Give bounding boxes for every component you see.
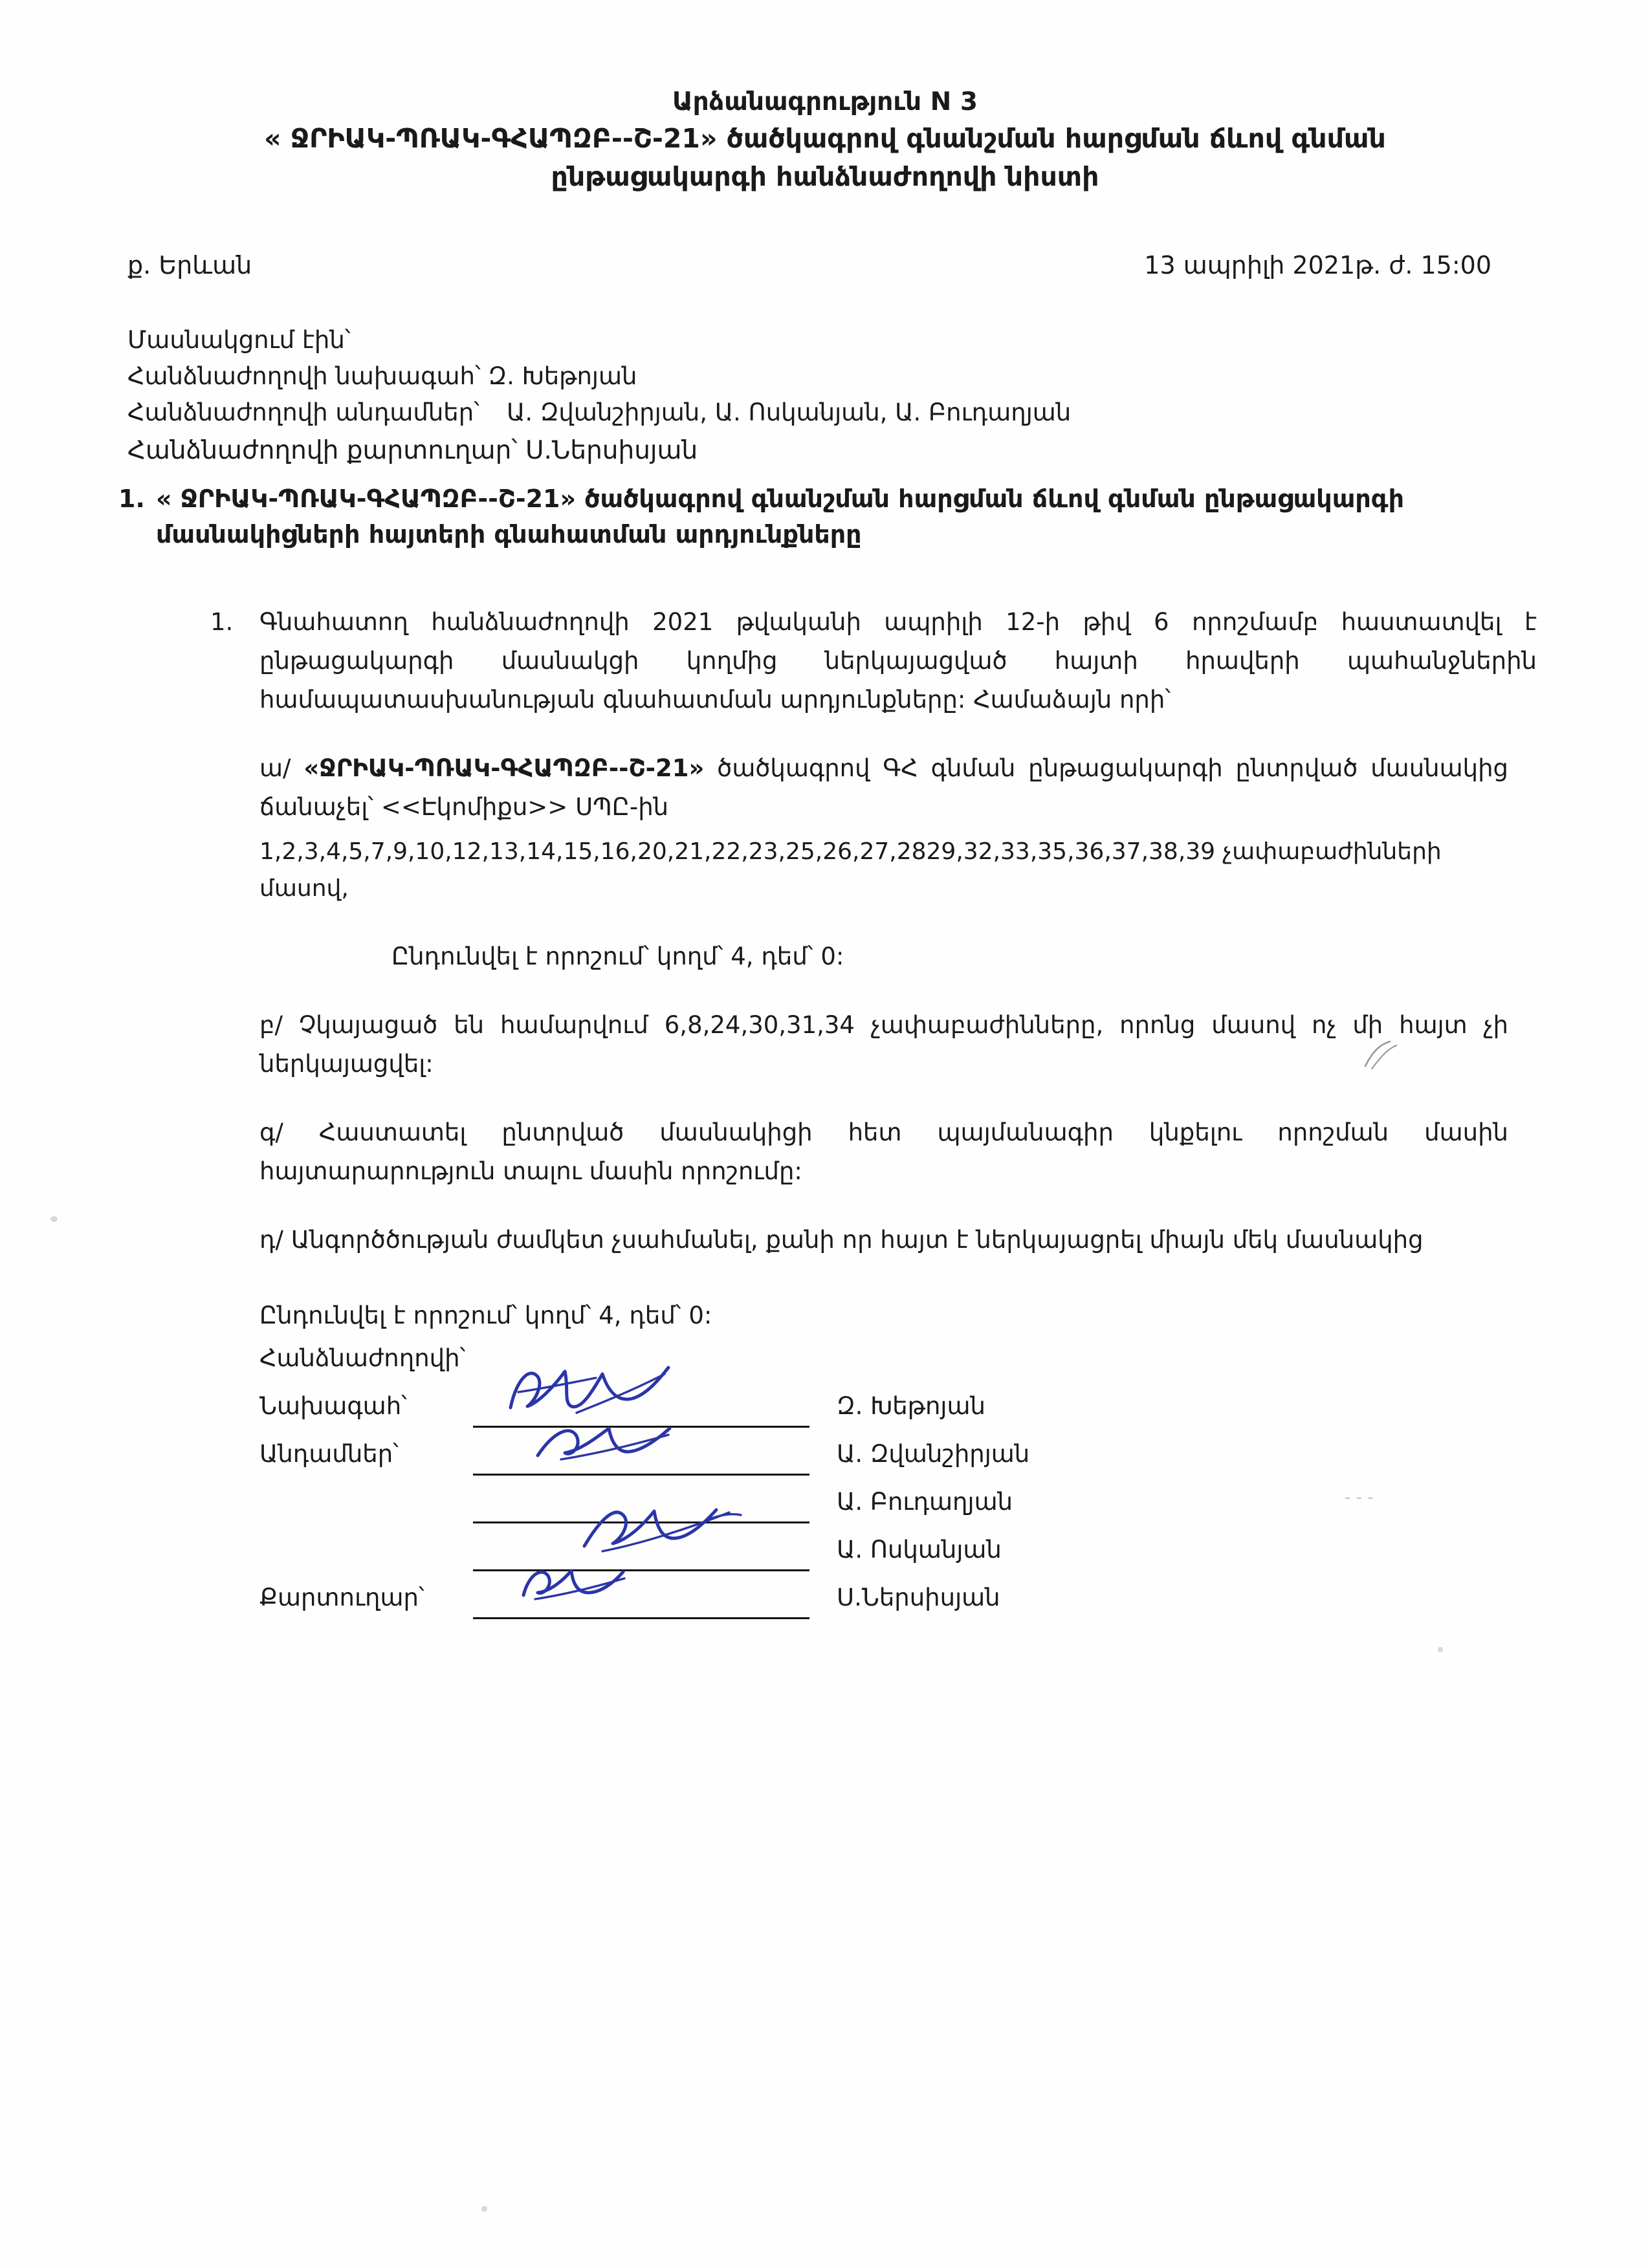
list-item <box>210 603 1537 719</box>
page-title <box>113 84 1537 195</box>
title-line-1: Արձանագրություն N 3 <box>672 87 978 116</box>
signature-name: Ա. Ոսկանյան <box>837 1535 1002 1564</box>
section-1-text: « ՋՐԻԱԿ-ՊՌԱԿ-ԳՀԱՊԶԲ--Շ-21» ծածկագրով գնանշման հարցման ճևով գնման ընթացակարգի մասնակիցների հայտերի գնահատման արդյունքները <box>156 484 1404 549</box>
signature-row <box>259 1571 1537 1619</box>
numbered-list <box>113 603 1537 719</box>
clause-g-text: Հաստատել ընտրված մասնակիցի հետ պայմանագիր կնքելու որոշման մասին հայտարարություն տալու մասին որոշումը: <box>259 1118 1508 1185</box>
signature-line <box>473 1435 809 1476</box>
clause-a-marker: ա/ <box>259 754 291 782</box>
clause-a <box>113 749 1508 827</box>
signature-name: Ս.Ներսիսյան <box>837 1583 1000 1611</box>
attendees-members-names: Ա. Զվանշիրյան, Ա. Ոսկանյան, Ա. Բուդաղյան <box>507 398 1072 427</box>
list-item-text: Գնահատող հանձնաժողովի 2021 թվականի ապրիլի 12-ի թիվ 6 որոշմամբ հաստատվել է ընթացակարգի մասնակցի կողմից ներկայացված հայտի հրավերի պահանջներին համապատասխանության գնահատման արդյունքները: Համաձայն որի՝ <box>259 607 1537 714</box>
clause-b-text: Չկայացած են համարվում 6,8,24,30,31,34 չափաբաժինները, որոնց մասով ոչ մի հայտ չի ներկայացվել: <box>259 1010 1508 1078</box>
signature-name: Զ. Խեթոյան <box>837 1391 985 1420</box>
list-item-number: 1. <box>210 607 234 636</box>
signature-label: Անդամներ՝ <box>259 1439 399 1468</box>
place-label: ք. Երևան <box>127 250 252 279</box>
clause-d <box>113 1221 1508 1259</box>
clause-d-marker: դ/ <box>259 1225 283 1254</box>
attendees-members-label: Հանձնաժողովի անդամներ՝ <box>127 398 479 427</box>
clause-g-marker: գ/ <box>259 1118 283 1146</box>
date-label: 13 ապրիլի 2021թ. ժ. 15:00 <box>1144 250 1491 279</box>
section-1-number: 1. <box>118 484 145 513</box>
attendees-intro: Մասնակցում էին՝ <box>127 325 351 354</box>
attendees-secretary: Հանձնաժողովի քարտուղար՝ Ս.Ներսիսյան <box>127 435 698 465</box>
section-1 <box>113 481 1537 552</box>
title-line-3: ընթացակարգի հանձնաժողովի նիստի <box>551 160 1099 192</box>
meta-row <box>113 251 1537 279</box>
vote-result-2: Ընդունվել է որոշում՝ կողմ՝ 4, դեմ՝ 0: <box>259 1302 712 1330</box>
signature-row <box>259 1428 1537 1476</box>
title-line-2: « ՋՐԻԱԿ-ՊՌԱԿ-ԳՀԱՊԶԲ--Շ-21» ծածկագրով գնանշման հարցման ճևով գնման <box>264 123 1386 155</box>
signature-name: Ա. Բուդաղյան <box>837 1487 1013 1516</box>
signature-line <box>473 1387 809 1428</box>
attendees-chair: Հանձնաժողովի նախագահ՝ Զ. Խեթոյան <box>127 362 637 391</box>
attendees-members <box>127 395 1537 431</box>
scan-artifact <box>481 2206 487 2212</box>
scan-artifact <box>1438 1647 1443 1652</box>
signature-block <box>113 1296 1537 1619</box>
clause-b <box>113 1006 1508 1084</box>
signature-name: Ա. Զվանշիրյան <box>837 1439 1030 1468</box>
signature-group-label: Հանձնաժողովի՝ <box>259 1344 466 1372</box>
signature-label: Նախագահ՝ <box>259 1391 407 1420</box>
signature-line <box>473 1578 809 1619</box>
clause-a-code: «ՋՐԻԱԿ-ՊՌԱԿ-ԳՀԱՊԶԲ--Շ-21» <box>303 754 705 782</box>
signature-line <box>473 1483 809 1523</box>
attendees-block <box>113 322 1537 470</box>
clause-g <box>113 1113 1508 1191</box>
signature-label: Քարտուղար՝ <box>259 1583 424 1611</box>
faint-pencil-mark: - - - <box>1345 1488 1374 1507</box>
signature-line <box>473 1531 809 1571</box>
clause-d-text: Անգործծության ժամկետ չսահմանել, քանի որ հայտ է ներկայացրել միայն մեկ մասնակից <box>291 1225 1424 1254</box>
signature-label <box>259 1521 473 1523</box>
signature-label <box>259 1569 473 1571</box>
clause-a-text: ծածկագրով ԳՀ գնման ընթացակարգի ընտրված մասնակից ճանաչել՝ <<Էկոմիքս>> ՍՊԸ-ին <box>259 754 1508 821</box>
clause-b-marker: բ/ <box>259 1010 283 1039</box>
clause-a-numbers: 1,2,3,4,5,7,9,10,12,13,14,15,16,20,21,22,23,25,26,27,2829,32,33,35,36,37,38,39 չափաբաժինների մասով, <box>259 838 1442 902</box>
signature-row <box>259 1380 1537 1428</box>
signature-row <box>259 1523 1537 1571</box>
vote-result-1: Ընդունվել է որոշում՝ կողմ՝ 4, դեմ՝ 0: <box>391 942 844 970</box>
